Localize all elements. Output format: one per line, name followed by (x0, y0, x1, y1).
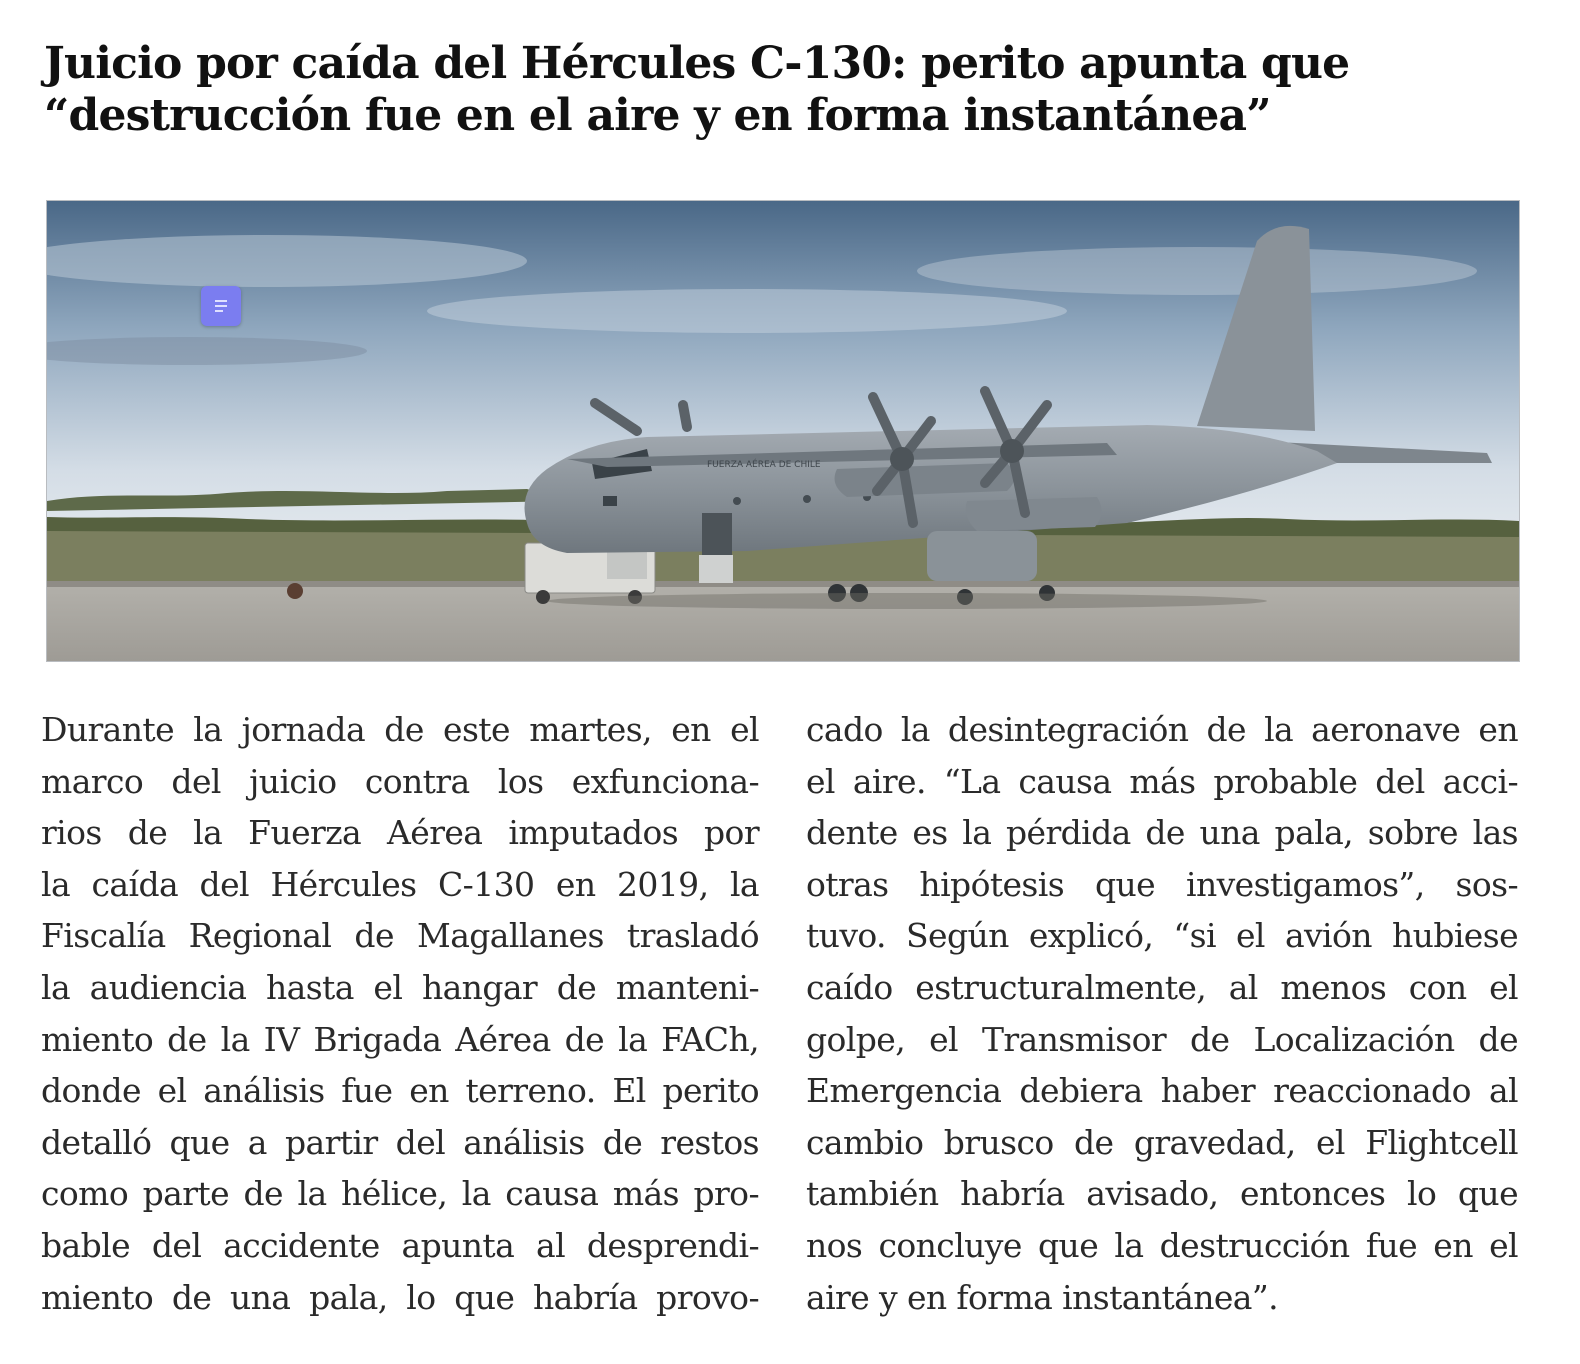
body-line: cado la desintegración de la aeronave en (806, 710, 1518, 749)
body-column-right (806, 704, 1518, 1323)
article-photo (46, 200, 1520, 662)
body-line: donde el análisis fue en terreno. El perito (41, 1071, 759, 1111)
article-headline (44, 38, 1464, 142)
body-line: también habría avisado, entonces lo que (806, 1174, 1518, 1214)
body-line: la caída del Hércules C-130 en 2019, la (41, 864, 759, 904)
body-line: nos concluye que la destrucción fue en el (806, 1225, 1518, 1265)
body-line: como parte de la hélice, la causa más pro- (41, 1174, 759, 1214)
body-line: dente es la pérdida de una pala, sobre las (806, 813, 1518, 853)
body-line: detalló que a partir del análisis de restos (41, 1122, 759, 1162)
body-line: golpe, el Transmisor de Localización de (806, 1019, 1518, 1059)
aircraft-marking: FUERZA AÉREA DE CHILE (707, 460, 821, 470)
body-line: Emergencia debiera haber reaccionado al (806, 1071, 1518, 1111)
body-line: otras hipótesis que investigamos”, sos- (806, 864, 1518, 904)
body-line: Durante la jornada de este martes, en el (41, 710, 759, 749)
body-line: caído estructuralmente, al menos con el (806, 967, 1518, 1007)
body-line: Fiscalía Regional de Magallanes trasladó (41, 916, 759, 956)
note-badge-button[interactable] (201, 286, 241, 326)
body-line: tuvo. Según explicó, “si el avión hubiese (806, 916, 1518, 956)
body-line: miento de una pala, lo que habría provo- (41, 1277, 759, 1317)
aircraft-photo-illustration (47, 201, 1519, 661)
body-line: cambio brusco de gravedad, el Flightcell (806, 1122, 1518, 1162)
body-line: rios de la Fuerza Aérea imputados por (41, 813, 759, 853)
body-line: la audiencia hasta el hangar de manteni- (41, 967, 759, 1007)
body-column-left (41, 704, 759, 1323)
body-line: aire y en forma instantánea”. (806, 1277, 1279, 1317)
headline-line: “destrucción fue en el aire y en forma instantánea” (44, 90, 1271, 141)
body-line: marco del juicio contra los exfunciona- (41, 761, 759, 801)
headline-line: Juicio por caída del Hércules C-130: perito apunta que (44, 38, 1350, 89)
body-line: el aire. “La causa más probable del acci- (806, 761, 1518, 801)
body-line: bable del accidente apunta al desprendi- (41, 1225, 759, 1265)
body-line: miento de la IV Brigada Aérea de la FACh, (41, 1019, 759, 1059)
note-icon (201, 286, 241, 326)
